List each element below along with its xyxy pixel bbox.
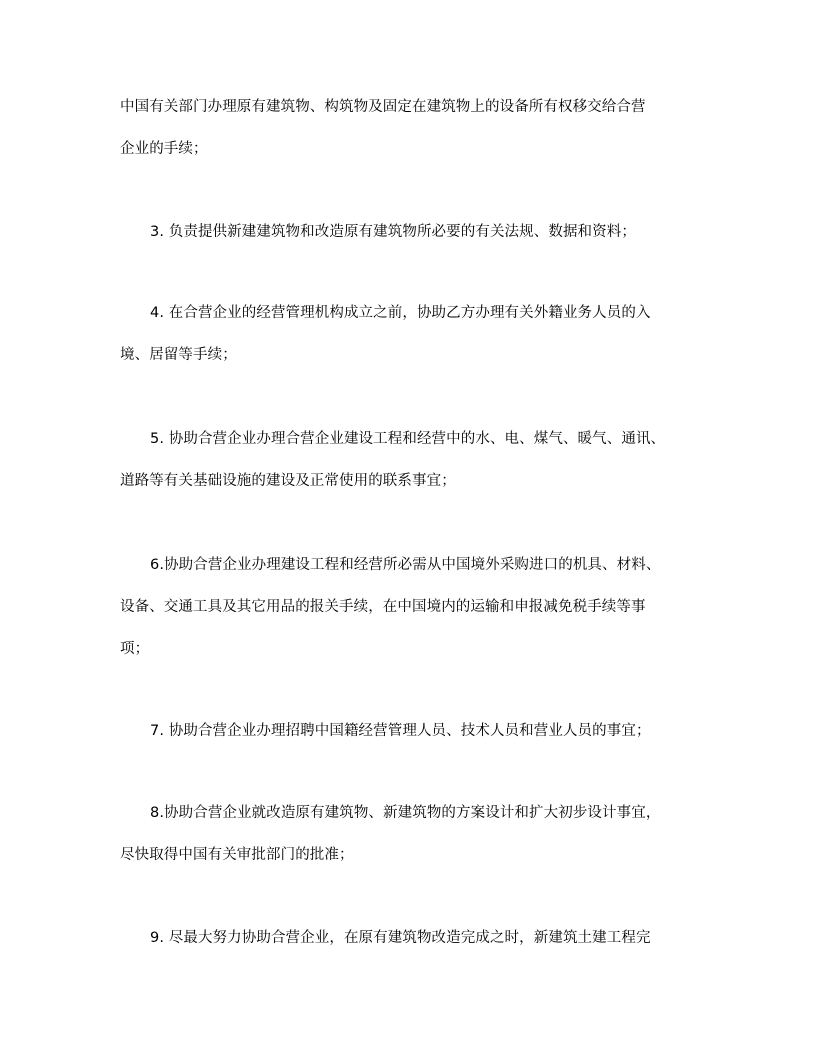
paragraph-6-line-2: 设备、交通工具及其它用品的报关手续，在中国境内的运输和申报减免税手续等事 xyxy=(120,599,646,615)
paragraph-7-line-1: 7. 协助合营企业办理招聘中国籍经营管理人员、技术人员和营业人员的事宜； xyxy=(150,723,651,739)
paragraph-6-line-3: 项； xyxy=(120,641,150,657)
paragraph-8-line-2: 尽快取得中国有关审批部门的批准； xyxy=(120,847,354,863)
paragraph-5-line-2: 道路等有关基础设施的建设及正常使用的联系事宜； xyxy=(120,473,456,489)
paragraph-8-line-1: 8.协助合营企业就改造原有建筑物、新建筑物的方案设计和扩大初步设计事宜， xyxy=(150,805,661,821)
paragraph-5-line-1: 5. 协助合营企业办理合营企业建设工程和经营中的水、电、煤气、暖气、通讯、 xyxy=(150,431,666,447)
paragraph-9-line-1: 9. 尽最大努力协助合营企业，在原有建筑物改造完成之时，新建筑土建工程完 xyxy=(150,930,651,946)
paragraph-3-line-1: 3. 负责提供新建建筑物和改造原有建筑物所必要的有关法规、数据和资料； xyxy=(150,224,636,240)
paragraph-2-line-1: 中国有关部门办理原有建筑物、构筑物及固定在建筑物上的设备所有权移交给合营 xyxy=(120,99,646,115)
paragraph-4-line-2: 境、居留等手续； xyxy=(120,347,237,363)
paragraph-2-line-2: 企业的手续； xyxy=(120,141,208,157)
paragraph-6-line-1: 6.协助合营企业办理建设工程和经营所必需从中国境外采购进口的机具、材料、 xyxy=(150,557,661,573)
paragraph-4-line-1: 4. 在合营企业的经营管理机构成立之前，协助乙方办理有关外籍业务人员的入 xyxy=(150,305,651,321)
